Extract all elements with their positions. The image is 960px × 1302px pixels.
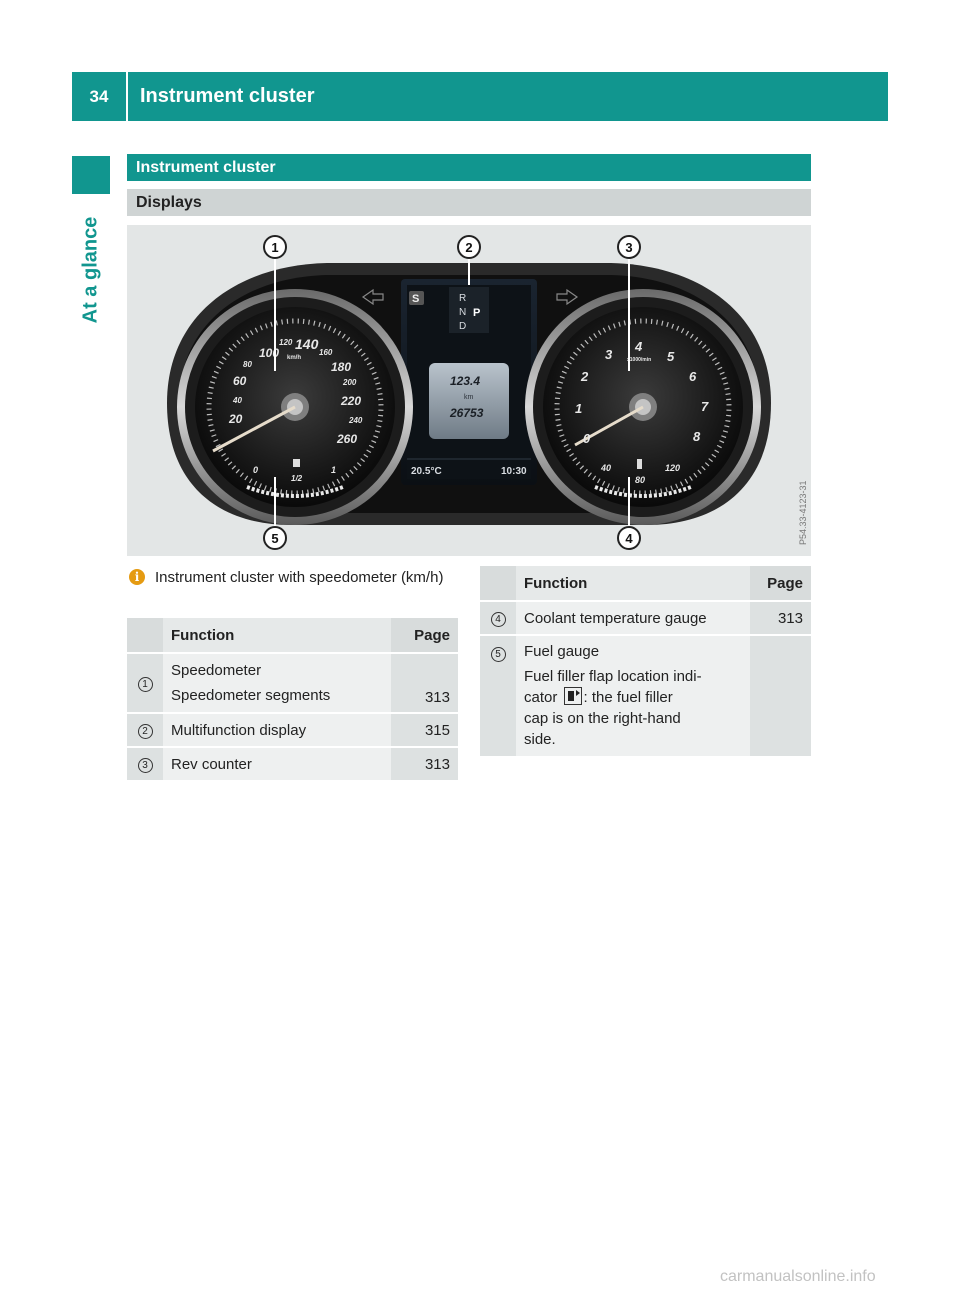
speedo-label: 180 [331,360,352,374]
callout-ref: 5 [491,647,506,662]
rev-label: 5 [667,349,675,364]
speedo-label: 80 [243,360,252,369]
side-tab-label: At a glance [79,216,102,324]
speedo-label: 140 [295,336,319,352]
rev-label: 2 [581,369,589,384]
row-function: Coolant temperature gauge [516,602,750,636]
fuel-label: 1 [331,465,337,475]
rev-unit: x1000/min [627,357,652,363]
callout-2: 2 [465,240,473,255]
speedo-label: 220 [341,394,362,408]
watermark: carmanualsonline.info [720,1268,876,1285]
speedo-label: 60 [233,374,247,388]
figure-code: P54.33-4123-31 [798,480,808,545]
header-page: Page [391,618,458,654]
row-num [127,654,163,714]
rev-label: 8 [693,429,701,444]
rev-label: 4 [635,339,643,354]
s-badge: S [412,293,420,305]
info-note [129,567,449,588]
row-function-line: cap is on the right-hand [524,710,681,727]
function-table-left [127,618,458,782]
section-title: Instrument cluster [127,154,811,181]
row-page: 313 [750,602,811,636]
gear-label: D [459,321,467,332]
callout-5: 5 [271,531,279,546]
info-icon: i [129,569,145,585]
callout-3: 3 [625,240,633,255]
row-page: 313 [391,654,458,714]
table-header-row [127,618,458,654]
row-function-line: Fuel filler flap location indi- [524,668,702,685]
row-page [750,636,811,758]
row-num [480,602,516,636]
row-function [163,654,391,714]
row-num [127,748,163,782]
callout-4: 4 [625,531,633,546]
row-page: 313 [391,748,458,782]
page-header-title: Instrument cluster [140,85,315,107]
side-tab [72,200,110,340]
header-page: Page [750,566,811,602]
row-function-line: side. [524,731,556,748]
speedo-label: 120 [279,338,293,347]
row-function-line: Fuel gauge [524,643,600,660]
trip-value: 123.4 [450,374,481,388]
speedo-label: 240 [349,416,363,425]
speedo-label: 260 [337,432,358,446]
gear-label: R [459,293,467,304]
subsection-title: Displays [127,189,811,216]
function-table-right [480,566,811,758]
table-row [127,748,458,782]
row-num [127,714,163,748]
odometer: 26753 [450,406,484,420]
gear-panel [449,287,489,333]
speedo-label: 20 [229,412,243,426]
rev-label: 3 [605,347,613,362]
speedo-unit: km/h [287,355,302,361]
fuel-label: 1/2 [291,474,303,483]
rev-label: 6 [689,369,697,384]
table-row [480,636,811,758]
header-num [127,618,163,654]
fuel-pump-icon [293,459,300,467]
header-function: Function [516,566,750,602]
temp-label: 120 [665,463,681,473]
rev-label: 7 [701,399,709,414]
fuel-pump-icon [564,687,582,705]
row-function-line [524,687,742,708]
row-function-line: Speedometer [171,662,262,679]
row-function: Rev counter [163,748,391,782]
coolant-temperature-icon [637,459,642,469]
table-row [480,602,811,636]
row-page: 315 [391,714,458,748]
fuel-label: 0 [253,465,259,475]
row-function-text: cator [524,689,558,706]
row-function-text: : the fuel filler [583,689,673,706]
speedo-label: 100 [259,346,280,360]
outside-temperature: 20.5°C [411,466,442,477]
row-function: Multifunction display [163,714,391,748]
row-num [480,636,516,758]
instrument-cluster-figure [127,225,811,556]
table-header-row [480,566,811,602]
table-row [127,714,458,748]
rev-label: 1 [575,401,583,416]
clock: 10:30 [501,466,527,477]
header-divider [126,72,128,121]
temp-label: 80 [635,475,646,485]
speedo-label: 160 [319,348,333,357]
temp-label: 40 [601,463,612,473]
row-function-line: Speedometer segments [171,687,331,704]
speedo-label: 200 [343,378,357,387]
trip-unit: km [464,394,474,401]
page-number: 34 [89,86,109,106]
callout-ref: 3 [138,758,153,773]
callout-ref: 4 [491,612,506,627]
gear-label: N [459,307,467,318]
speedo-label: 40 [233,396,242,405]
callout-ref: 1 [138,677,153,692]
table-row [127,654,458,714]
callout-1: 1 [271,240,279,255]
callout-ref: 2 [138,724,153,739]
header-num [480,566,516,602]
selected-gear: P [473,307,481,319]
rev-label: 0 [583,431,591,446]
side-tab-block [72,156,110,194]
instrument-cluster-drawing [127,225,811,556]
header-function: Function [163,618,391,654]
row-function [516,636,750,758]
info-note-text: Instrument cluster with speedometer (km/h) [155,569,444,586]
